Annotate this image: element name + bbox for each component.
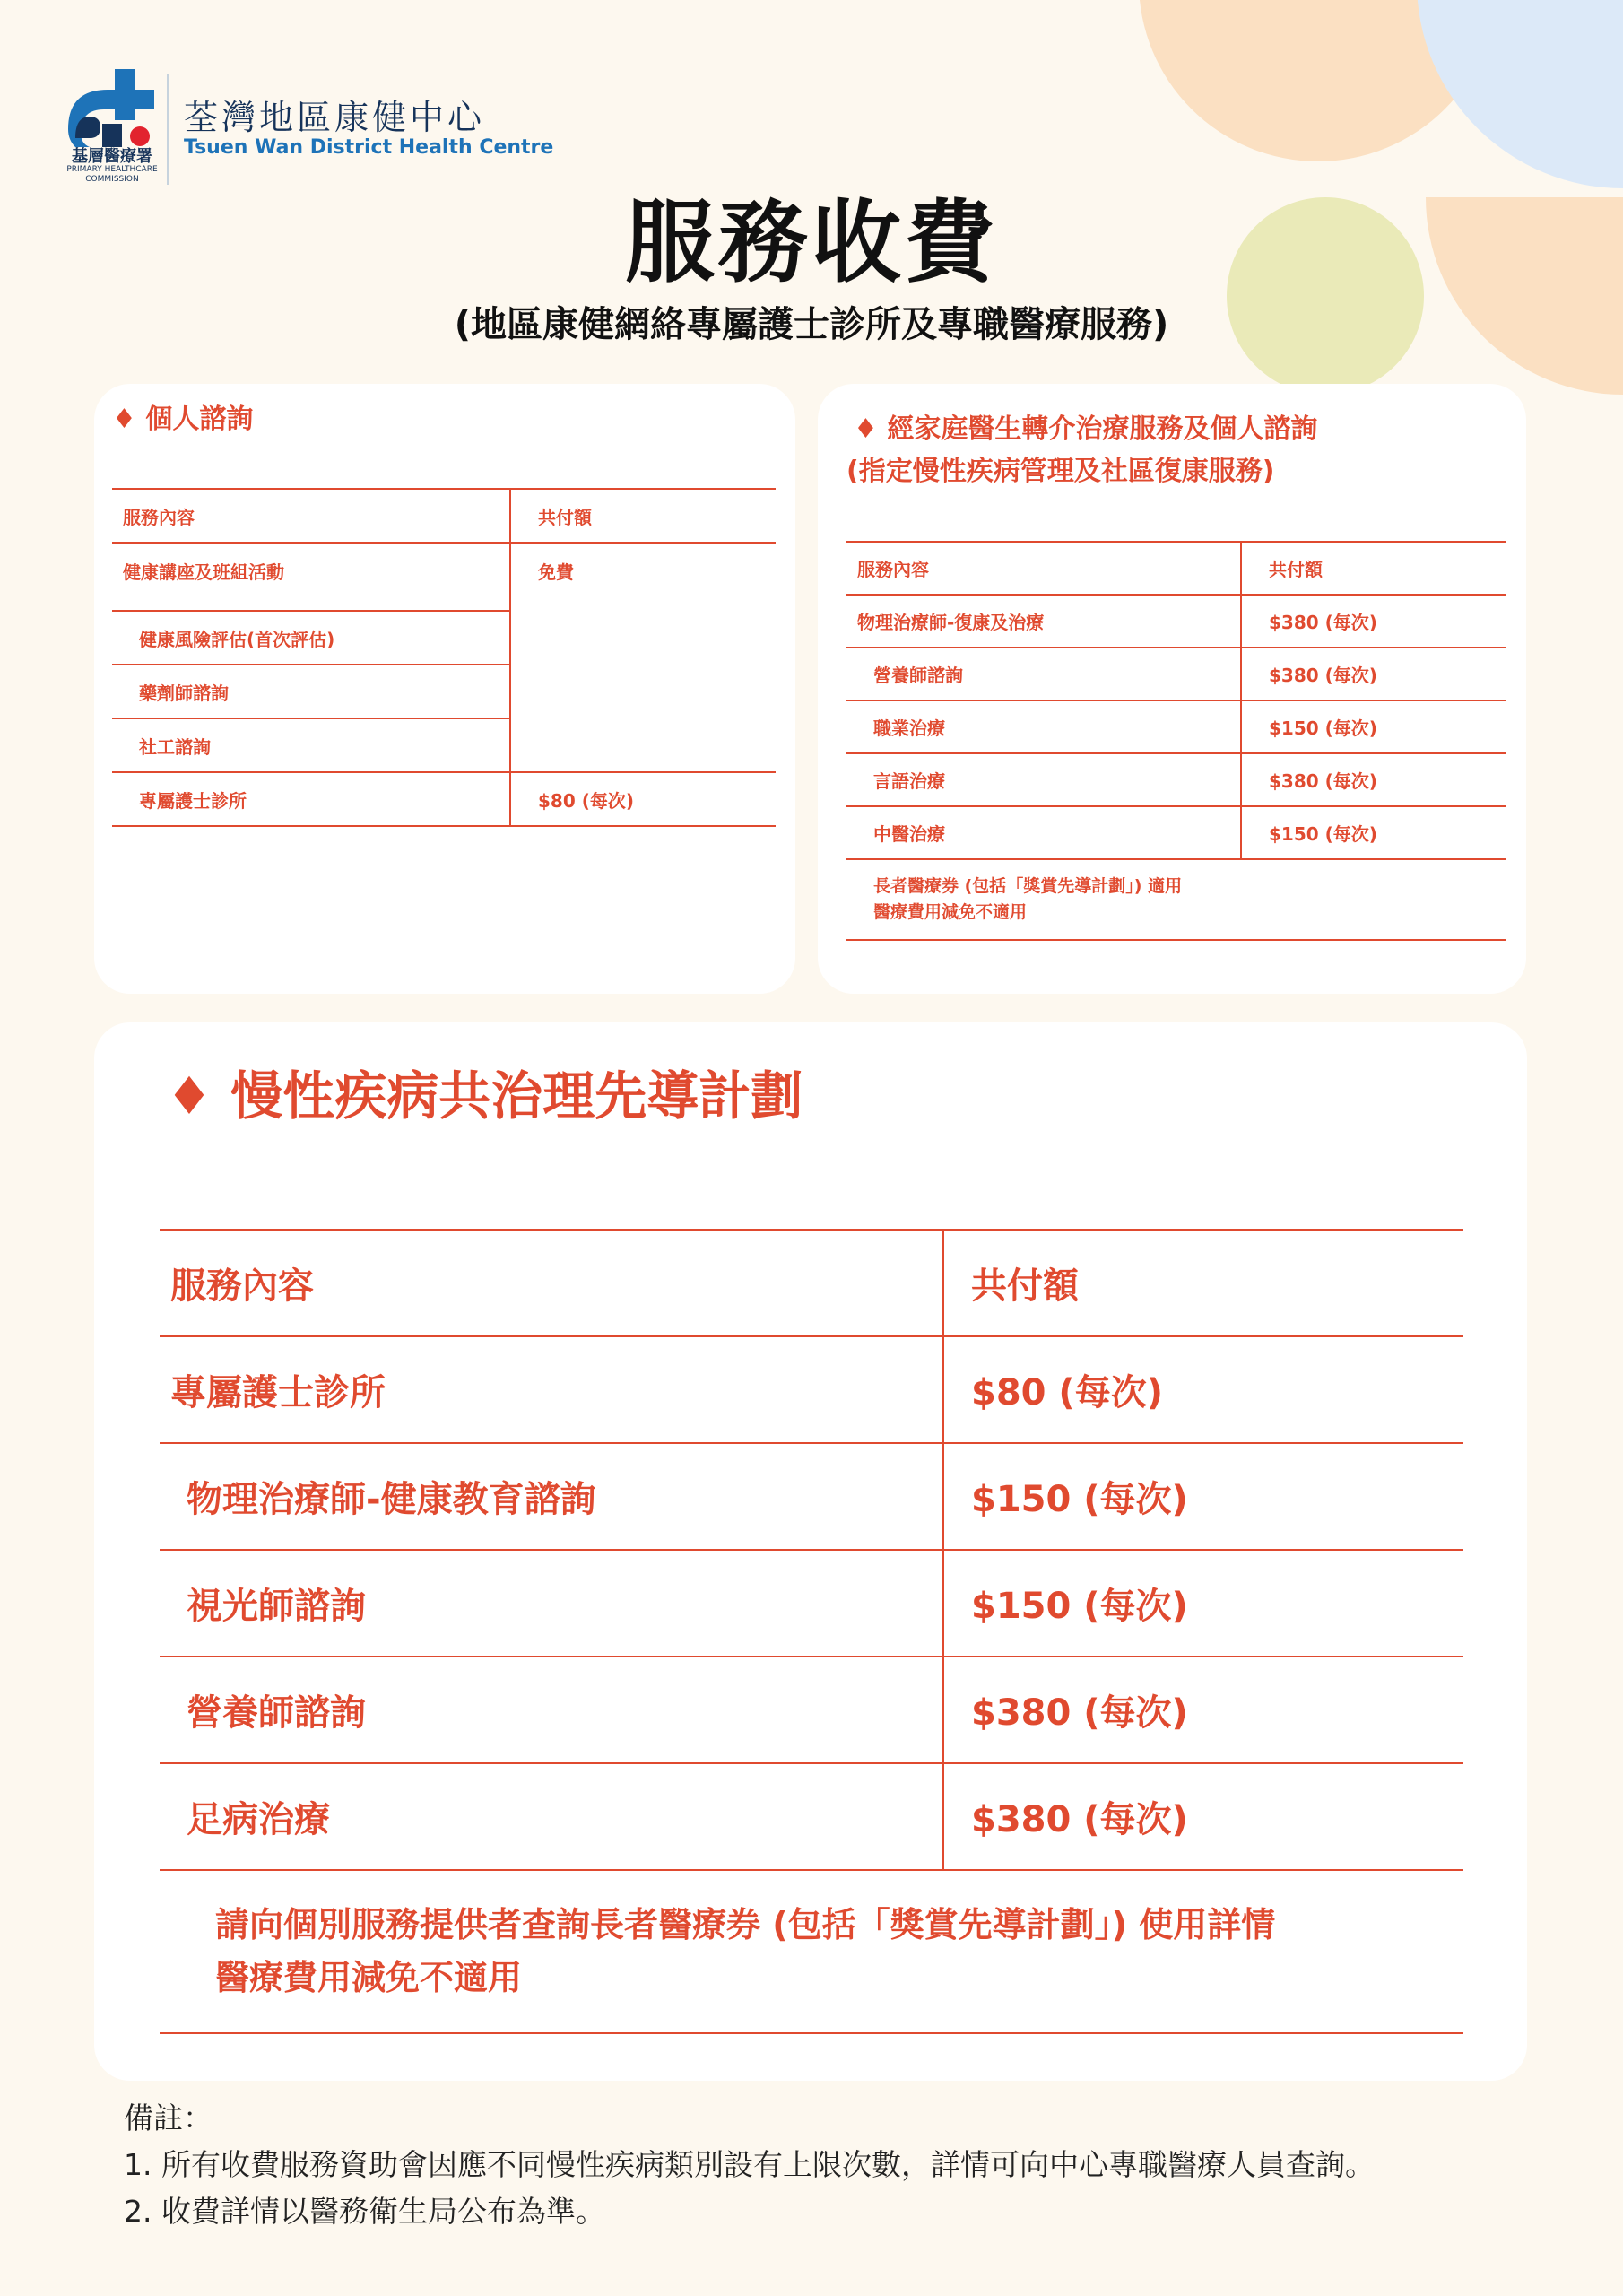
table-header-row — [160, 1230, 1463, 1336]
chronic-disease-table — [160, 1229, 1463, 2034]
voucher-note-line1: 長者醫療券 (包括「獎賞先導計劃」) 適用 — [873, 875, 1183, 896]
org-name-cn: 基層醫療署 — [72, 147, 152, 166]
service-cell: 中醫治療 — [846, 806, 1241, 859]
table-row — [846, 806, 1506, 859]
service-cell: 職業治療 — [846, 700, 1241, 753]
service-cell: 物理治療師-復康及治療 — [846, 595, 1241, 648]
table-note-row — [160, 1870, 1463, 2033]
fee-cell: $380 (每次) — [1241, 753, 1506, 806]
fee-cell: $380 (每次) — [1241, 595, 1506, 648]
table-row — [160, 1657, 1463, 1763]
centre-name-en: Tsuen Wan District Health Centre — [184, 136, 554, 159]
table-row — [846, 700, 1506, 753]
header-fee: 共付額 — [510, 489, 776, 543]
service-cell: 視光師諮詢 — [160, 1550, 943, 1657]
referral-services-subtitle: (指定慢性疾病管理及社區復康服務) — [846, 456, 1275, 487]
remarks-label: 備註： — [124, 2100, 213, 2135]
header-fee: 共付額 — [1241, 542, 1506, 595]
fee-cell: $150 (每次) — [943, 1550, 1463, 1657]
remark-item: 2. 收費詳情以醫務衛生局公布為準。 — [124, 2194, 605, 2229]
service-cell: 健康講座及班組活動 — [112, 543, 510, 611]
referral-services-table — [846, 541, 1506, 941]
table-row — [160, 1550, 1463, 1657]
header-fee: 共付額 — [943, 1230, 1463, 1336]
logo-divider — [167, 74, 169, 185]
fee-cell: $380 (每次) — [1241, 648, 1506, 700]
remark-item: 1. 所有收費服務資助會因應不同慢性疾病類別設有上限次數，詳情可向中心專職醫療人員查詢。 — [124, 2147, 1375, 2182]
header-service: 服務內容 — [160, 1230, 943, 1336]
service-cell: 物理治療師-健康教育諮詢 — [160, 1443, 943, 1550]
service-cell: 社工諮詢 — [112, 718, 510, 772]
chronic-disease-title: ♦ 慢性疾病共治理先導計劃 — [166, 1065, 803, 1126]
table-row — [846, 753, 1506, 806]
voucher-note-line2: 醫療費用減免不適用 — [215, 1958, 523, 1997]
table-row — [160, 1763, 1463, 1870]
fee-cell: $380 (每次) — [943, 1763, 1463, 1870]
voucher-note-line1: 請向個別服務提供者查詢長者醫療券 (包括「獎賞先導計劃」) 使用詳情 — [215, 1905, 1276, 1945]
personal-consultation-title: ♦ 個人諮詢 — [112, 404, 254, 435]
header-service: 服務內容 — [846, 542, 1241, 595]
table-note-row — [846, 859, 1506, 940]
fee-cell: $150 (每次) — [943, 1443, 1463, 1550]
fee-cell: $380 (每次) — [943, 1657, 1463, 1763]
table-row — [112, 543, 776, 611]
service-cell: 藥劑師諮詢 — [112, 665, 510, 718]
fee-cell: $150 (每次) — [1241, 700, 1506, 753]
service-cell: 專屬護士診所 — [112, 772, 510, 826]
referral-services-title: ♦ 經家庭醫生轉介治療服務及個人諮詢 — [854, 413, 1318, 445]
table-row — [112, 772, 776, 826]
table-header-row — [112, 489, 776, 543]
voucher-note — [846, 859, 1506, 940]
header-service: 服務內容 — [112, 489, 510, 543]
service-cell: 營養師諮詢 — [846, 648, 1241, 700]
service-cell: 營養師諮詢 — [160, 1657, 943, 1763]
voucher-note-line2: 醫療費用減免不適用 — [873, 902, 1028, 922]
org-name-en: PRIMARY HEALTHCARE COMMISSION — [66, 165, 158, 184]
table-row — [846, 648, 1506, 700]
centre-name-cn: 荃灣地區康健中心 — [184, 98, 486, 137]
fee-cell-free: 免費 — [510, 543, 776, 772]
table-row — [160, 1443, 1463, 1550]
table-row — [846, 595, 1506, 648]
table-row — [160, 1336, 1463, 1443]
service-cell: 言語治療 — [846, 753, 1241, 806]
page-subtitle: (地區康健網絡專屬護士診所及專職醫療服務) — [454, 304, 1169, 345]
personal-consultation-table — [112, 488, 776, 827]
fee-cell: $150 (每次) — [1241, 806, 1506, 859]
table-header-row — [846, 542, 1506, 595]
fee-cell: $80 (每次) — [943, 1336, 1463, 1443]
fee-cell: $80 (每次) — [510, 772, 776, 826]
service-cell: 足病治療 — [160, 1763, 943, 1870]
page-title: 服務收費 — [625, 190, 998, 295]
voucher-note — [160, 1870, 1463, 2033]
remarks — [124, 2095, 1375, 2235]
service-cell: 專屬護士診所 — [160, 1336, 943, 1443]
service-cell: 健康風險評估(首次評估) — [112, 611, 510, 665]
